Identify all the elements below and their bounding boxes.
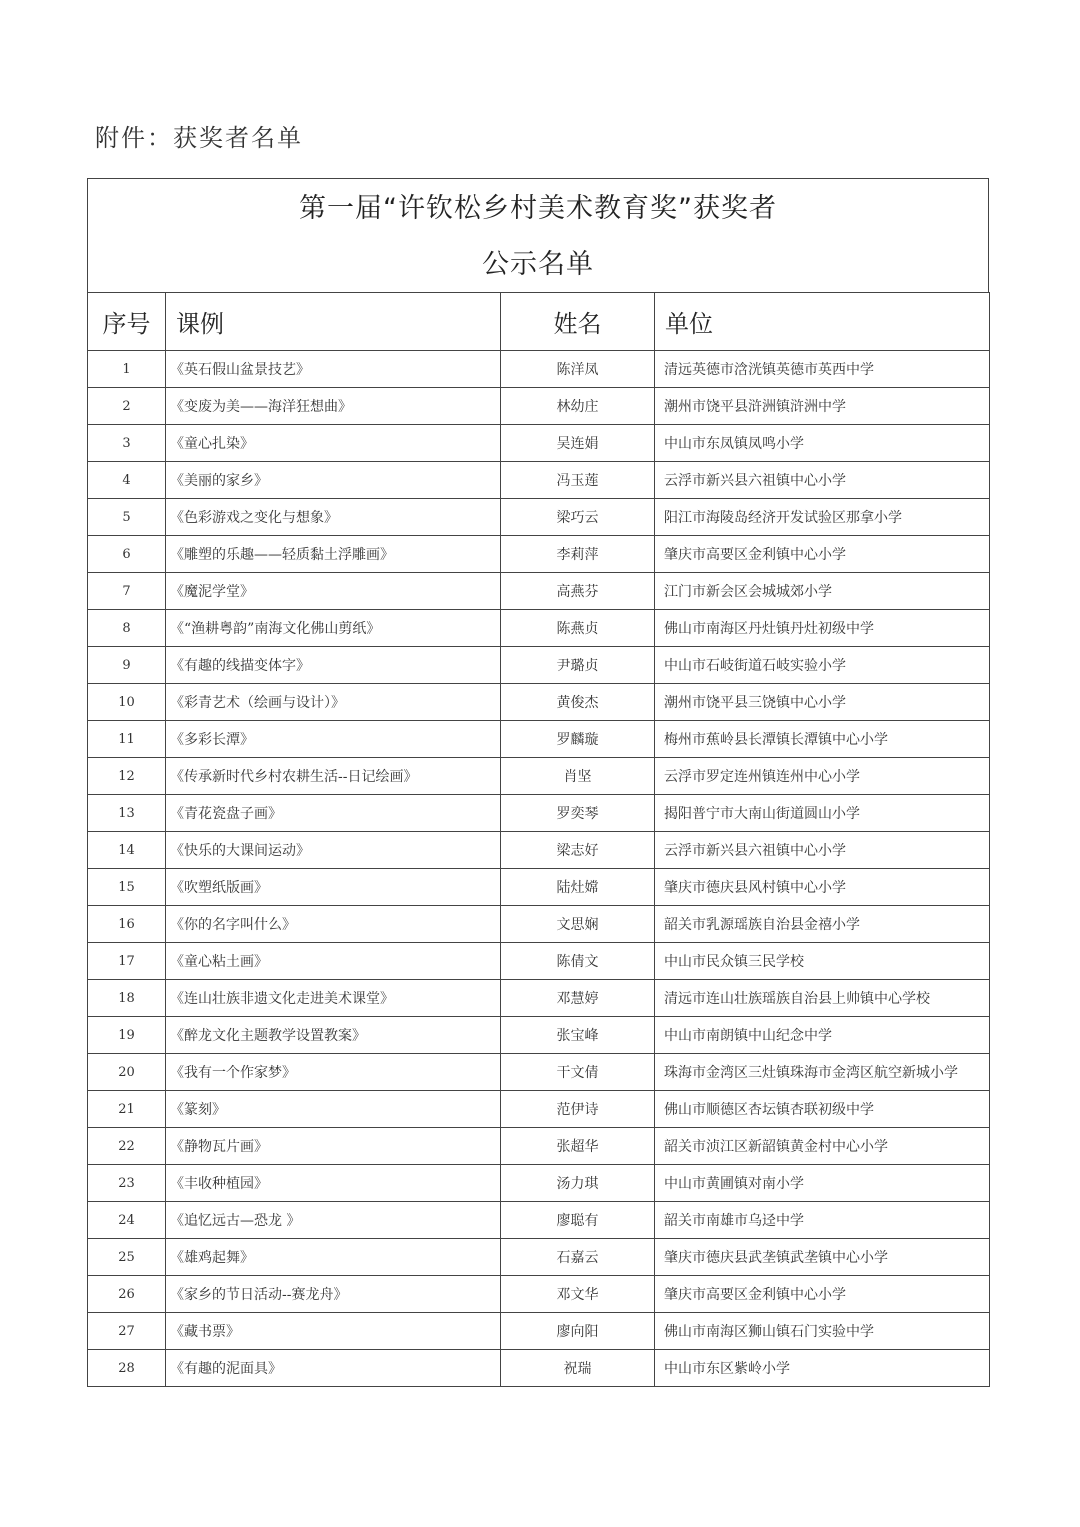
table-row [88, 425, 990, 462]
winner-name: 范伊诗 [501, 1091, 655, 1128]
award-list-sheet [87, 178, 989, 1387]
table-header-row [88, 293, 990, 351]
lesson-title: 《有趣的线描变体字》 [166, 647, 501, 684]
winner-unit: 肇庆市高要区金利镇中心小学 [655, 1276, 990, 1313]
table-row [88, 758, 990, 795]
lesson-title: 《吹塑纸版画》 [166, 869, 501, 906]
table-row [88, 1313, 990, 1350]
winner-name: 陈洋凤 [501, 351, 655, 388]
row-number: 7 [88, 573, 166, 610]
column-header-no: 序号 [88, 293, 166, 351]
winner-unit: 云浮市罗定连州镇连州中心小学 [655, 758, 990, 795]
list-subtitle: 公示名单 [482, 249, 594, 280]
winner-name: 罗麟璇 [501, 721, 655, 758]
table-row [88, 573, 990, 610]
lesson-title: 《色彩游戏之变化与想象》 [166, 499, 501, 536]
row-number: 14 [88, 832, 166, 869]
winner-name: 文思娴 [501, 906, 655, 943]
winner-unit: 清远市连山壮族瑶族自治县上帅镇中心学校 [655, 980, 990, 1017]
table-row [88, 1276, 990, 1313]
table-row [88, 1054, 990, 1091]
winner-name: 邓慧婷 [501, 980, 655, 1017]
table-row [88, 869, 990, 906]
winner-name: 尹璐贞 [501, 647, 655, 684]
winner-name: 陈燕贞 [501, 610, 655, 647]
row-number: 19 [88, 1017, 166, 1054]
lesson-title: 《连山壮族非遗文化走进美术课堂》 [166, 980, 501, 1017]
table-row [88, 647, 990, 684]
winner-name: 陆灶嫦 [501, 869, 655, 906]
winner-name: 梁巧云 [501, 499, 655, 536]
row-number: 10 [88, 684, 166, 721]
winner-name: 罗奕琴 [501, 795, 655, 832]
table-row [88, 1239, 990, 1276]
winner-name: 李莉萍 [501, 536, 655, 573]
winner-name: 黄俊杰 [501, 684, 655, 721]
lesson-title: 《童心粘土画》 [166, 943, 501, 980]
lesson-title: 《英石假山盆景技艺》 [166, 351, 501, 388]
table-row [88, 1017, 990, 1054]
row-number: 16 [88, 906, 166, 943]
table-body [88, 351, 990, 1387]
winner-unit: 韶关市浈江区新韶镇黄金村中心小学 [655, 1128, 990, 1165]
row-number: 5 [88, 499, 166, 536]
table-row [88, 1202, 990, 1239]
winner-name: 吴连娟 [501, 425, 655, 462]
list-title: 第一届“许钦松乡村美术教育奖”获奖者 [299, 193, 777, 224]
winner-unit: 肇庆市德庆县风村镇中心小学 [655, 869, 990, 906]
lesson-title: 《追忆远古—恐龙 》 [166, 1202, 501, 1239]
lesson-title: 《丰收种植园》 [166, 1165, 501, 1202]
row-number: 1 [88, 351, 166, 388]
row-number: 21 [88, 1091, 166, 1128]
winner-unit: 中山市民众镇三民学校 [655, 943, 990, 980]
attachment-label: 附件：获奖者名单 [95, 124, 303, 152]
winner-name: 张宝峰 [501, 1017, 655, 1054]
lesson-title: 《变废为美——海洋狂想曲》 [166, 388, 501, 425]
lesson-title: 《童心扎染》 [166, 425, 501, 462]
lesson-title: 《有趣的泥面具》 [166, 1350, 501, 1387]
lesson-title: 《多彩长潭》 [166, 721, 501, 758]
row-number: 8 [88, 610, 166, 647]
table-row [88, 388, 990, 425]
row-number: 27 [88, 1313, 166, 1350]
lesson-title: 《藏书票》 [166, 1313, 501, 1350]
table-row [88, 1165, 990, 1202]
winner-unit: 中山市黄圃镇对南小学 [655, 1165, 990, 1202]
row-number: 13 [88, 795, 166, 832]
column-header-unit: 单位 [655, 293, 990, 351]
winner-unit: 中山市石岐街道石岐实验小学 [655, 647, 990, 684]
winner-name: 冯玉莲 [501, 462, 655, 499]
title-box [87, 178, 989, 292]
lesson-title: 《青花瓷盘子画》 [166, 795, 501, 832]
row-number: 23 [88, 1165, 166, 1202]
row-number: 2 [88, 388, 166, 425]
row-number: 28 [88, 1350, 166, 1387]
row-number: 15 [88, 869, 166, 906]
winner-name: 邓文华 [501, 1276, 655, 1313]
winner-unit: 清远英德市浛洸镇英德市英西中学 [655, 351, 990, 388]
winner-name: 廖向阳 [501, 1313, 655, 1350]
table-row [88, 1091, 990, 1128]
winner-name: 林幼庄 [501, 388, 655, 425]
winner-name: 张超华 [501, 1128, 655, 1165]
winner-unit: 潮州市饶平县三饶镇中心小学 [655, 684, 990, 721]
winner-name: 祝瑞 [501, 1350, 655, 1387]
row-number: 3 [88, 425, 166, 462]
winner-name: 高燕芬 [501, 573, 655, 610]
lesson-title: 《雕塑的乐趣——轻质黏土浮雕画》 [166, 536, 501, 573]
row-number: 17 [88, 943, 166, 980]
row-number: 24 [88, 1202, 166, 1239]
table-row [88, 536, 990, 573]
lesson-title: 《我有一个作家梦》 [166, 1054, 501, 1091]
winner-unit: 潮州市饶平县浒洲镇浒洲中学 [655, 388, 990, 425]
row-number: 12 [88, 758, 166, 795]
winner-unit: 阳江市海陵岛经济开发试验区那拿小学 [655, 499, 990, 536]
lesson-title: 《美丽的家乡》 [166, 462, 501, 499]
table-row [88, 906, 990, 943]
winner-name: 梁志好 [501, 832, 655, 869]
lesson-title: 《醉龙文化主题教学设置教案》 [166, 1017, 501, 1054]
table-row [88, 721, 990, 758]
lesson-title: 《“渔耕粤韵”南海文化佛山剪纸》 [166, 610, 501, 647]
table-row [88, 684, 990, 721]
lesson-title: 《快乐的大课间运动》 [166, 832, 501, 869]
winner-unit: 佛山市南海区丹灶镇丹灶初级中学 [655, 610, 990, 647]
column-header-lesson: 课例 [166, 293, 501, 351]
lesson-title: 《雄鸡起舞》 [166, 1239, 501, 1276]
row-number: 25 [88, 1239, 166, 1276]
table-row [88, 351, 990, 388]
row-number: 20 [88, 1054, 166, 1091]
table-row [88, 980, 990, 1017]
winner-unit: 佛山市南海区狮山镇石门实验中学 [655, 1313, 990, 1350]
table-row [88, 499, 990, 536]
winner-unit: 江门市新会区会城城郊小学 [655, 573, 990, 610]
table-row [88, 943, 990, 980]
winner-unit: 中山市东区紫岭小学 [655, 1350, 990, 1387]
winner-unit: 肇庆市德庆县武垄镇武垄镇中心小学 [655, 1239, 990, 1276]
winner-name: 廖聪有 [501, 1202, 655, 1239]
winners-table [87, 292, 990, 1387]
lesson-title: 《彩青艺术（绘画与设计）》 [166, 684, 501, 721]
row-number: 26 [88, 1276, 166, 1313]
row-number: 9 [88, 647, 166, 684]
winner-unit: 珠海市金湾区三灶镇珠海市金湾区航空新城小学 [655, 1054, 990, 1091]
lesson-title: 《篆刻》 [166, 1091, 501, 1128]
winner-unit: 云浮市新兴县六祖镇中心小学 [655, 832, 990, 869]
winner-unit: 梅州市蕉岭县长潭镇长潭镇中心小学 [655, 721, 990, 758]
winner-name: 石嘉云 [501, 1239, 655, 1276]
row-number: 6 [88, 536, 166, 573]
table-row [88, 795, 990, 832]
table-row [88, 1350, 990, 1387]
table-row [88, 610, 990, 647]
winner-unit: 揭阳普宁市大南山街道圆山小学 [655, 795, 990, 832]
winner-unit: 韶关市乳源瑶族自治县金禧小学 [655, 906, 990, 943]
row-number: 18 [88, 980, 166, 1017]
row-number: 4 [88, 462, 166, 499]
winner-name: 干文倩 [501, 1054, 655, 1091]
winner-unit: 中山市南朗镇中山纪念中学 [655, 1017, 990, 1054]
table-row [88, 832, 990, 869]
lesson-title: 《静物瓦片画》 [166, 1128, 501, 1165]
lesson-title: 《家乡的节日活动--赛龙舟》 [166, 1276, 501, 1313]
winner-name: 陈倩文 [501, 943, 655, 980]
table-row [88, 1128, 990, 1165]
winner-name: 肖坚 [501, 758, 655, 795]
lesson-title: 《传承新时代乡村农耕生活--日记绘画》 [166, 758, 501, 795]
lesson-title: 《魔泥学堂》 [166, 573, 501, 610]
row-number: 11 [88, 721, 166, 758]
row-number: 22 [88, 1128, 166, 1165]
winner-unit: 中山市东凤镇凤鸣小学 [655, 425, 990, 462]
winner-unit: 云浮市新兴县六祖镇中心小学 [655, 462, 990, 499]
winner-unit: 韶关市南雄市乌迳中学 [655, 1202, 990, 1239]
winner-name: 汤力琪 [501, 1165, 655, 1202]
winner-unit: 佛山市顺德区杏坛镇杏联初级中学 [655, 1091, 990, 1128]
column-header-name: 姓名 [501, 293, 655, 351]
winner-unit: 肇庆市高要区金利镇中心小学 [655, 536, 990, 573]
lesson-title: 《你的名字叫什么》 [166, 906, 501, 943]
table-row [88, 462, 990, 499]
